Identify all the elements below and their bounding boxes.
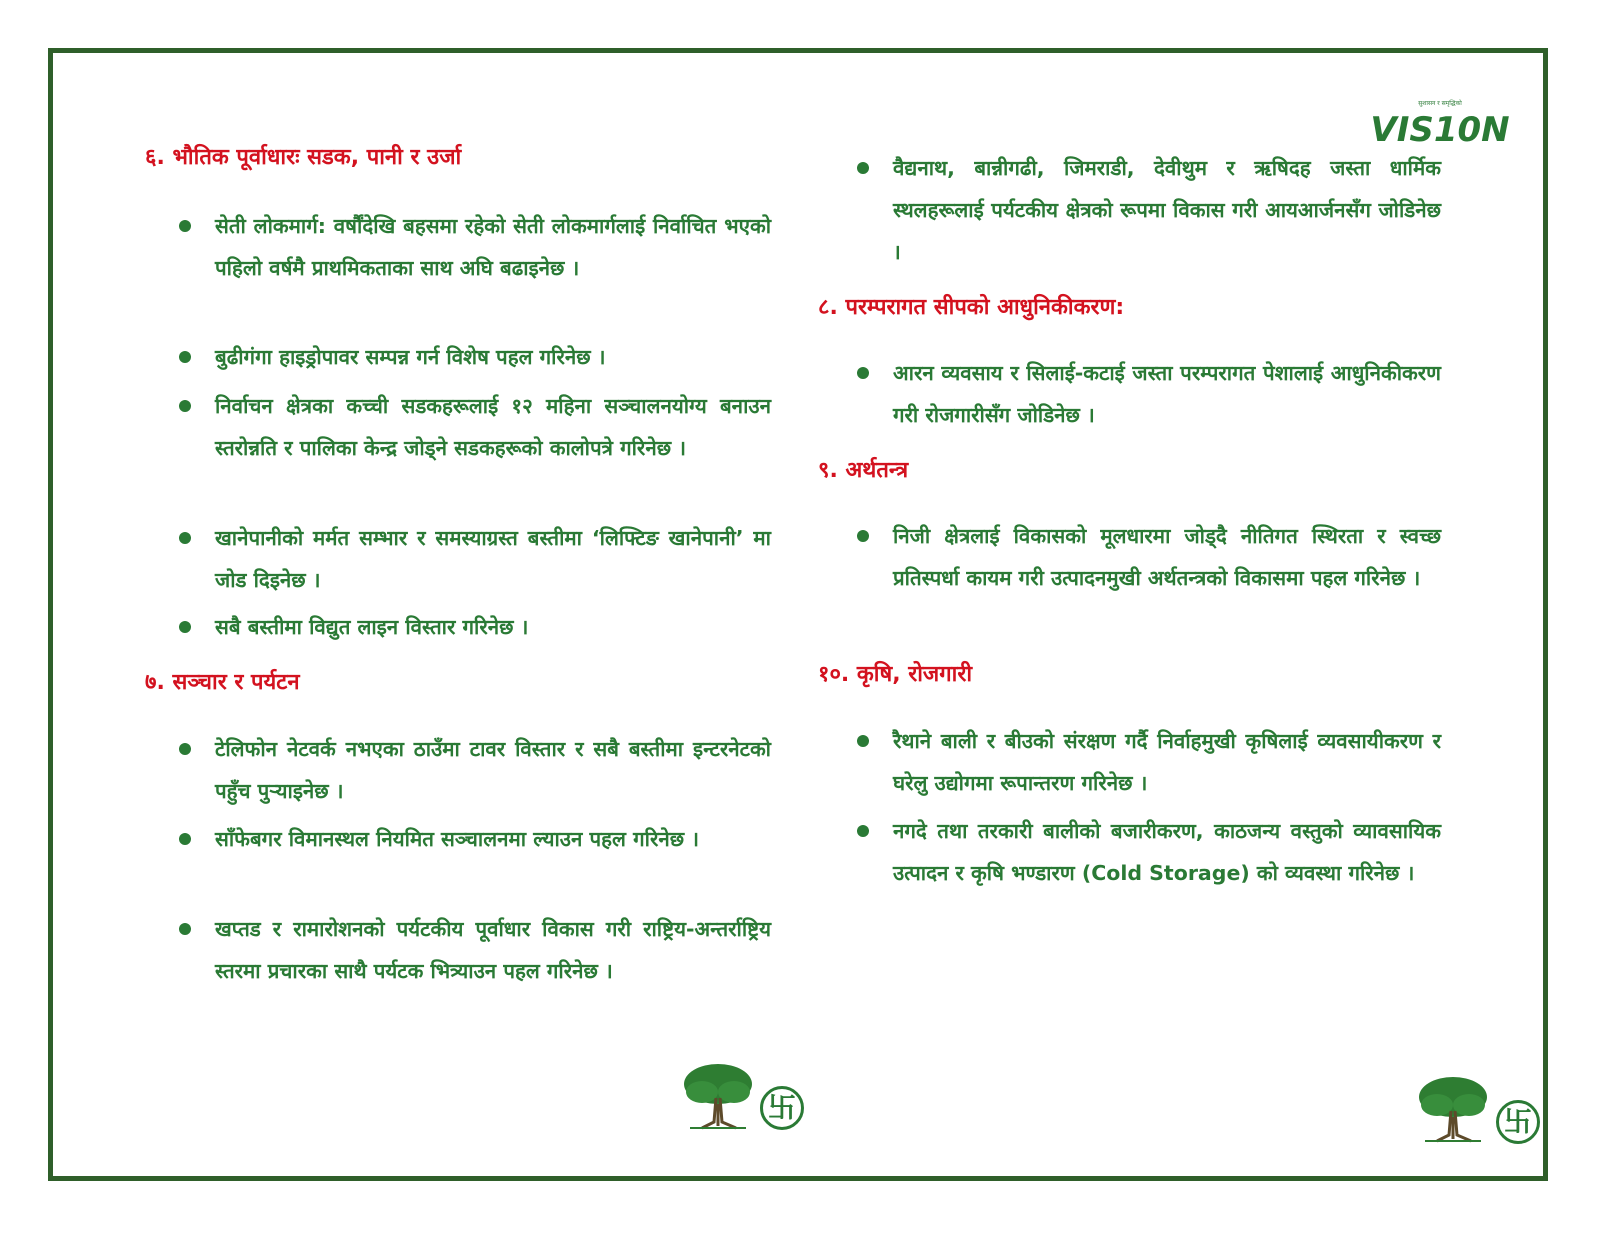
list-item-text: आरन व्यवसाय र सिलाई-कटाई जस्ता परम्परागत पेशालाई आधुनिकीकरण गरी रोजगारीसँग जोडिनेछ । <box>893 361 1441 427</box>
bullet-dot <box>857 162 869 174</box>
list-item <box>215 205 771 289</box>
heading-section-9: ९. अर्थतन्त्र <box>818 458 909 483</box>
swastika-icon: 卐 <box>1496 1100 1540 1144</box>
logo-text: VIS10N <box>1370 110 1510 150</box>
list-item <box>215 818 771 860</box>
list-item-text: निर्वाचन क्षेत्रका कच्ची सडकहरूलाई १२ महिना सञ्चालनयोग्य बनाउन स्तरोन्नति र पालिका केन्द्र जोड्ने सडकहरूको कालोपत्रे गरिनेछ । <box>215 394 771 460</box>
list-item-text: साँफेबगर विमानस्थल नियमित सञ्चालनमा ल्याउन पहल गरिनेछ । <box>215 827 699 851</box>
bullet-dot <box>179 220 191 232</box>
list-item <box>893 147 1441 273</box>
list-item <box>215 336 771 378</box>
bullet-dot <box>179 743 191 755</box>
list-item-text: वैद्यनाथ, बान्नीगढी, जिमराडी, देवीथुम र ऋषिदह जस्ता धार्मिक स्थलहरूलाई पर्यटकीय क्षेत्रको रूपमा विकास गरी आयआर्जनसँग जोडिनेछ । <box>893 156 1441 264</box>
list-item-text: सेती लोकमार्ग: वर्षौंदेखि बहसमा रहेको सेती लोकमार्गलाई निर्वाचित भएको पहिलो वर्षमै प्राथमिकताका साथ अघि बढाइनेछ । <box>215 214 771 280</box>
bullet-dot <box>179 923 191 935</box>
list-item <box>893 515 1441 599</box>
list-item-text: बुढीगंगा हाइड्रोपावर सम्पन्न गर्न विशेष पहल गरिनेछ । <box>215 345 606 369</box>
bullet-dot <box>857 367 869 379</box>
list-item-text: रैथाने बाली र बीउको संरक्षण गर्दै निर्वाहमुखी कृषिलाई व्यवसायीकरण र घरेलु उद्योगमा रूपान्तरण गरिनेछ । <box>893 729 1441 795</box>
logo-tagline: सुशासन र समृद्धिको <box>1418 100 1462 107</box>
list-item-text: निजी क्षेत्रलाई विकासको मूलधारमा जोड्दै नीतिगत स्थिरता र स्वच्छ प्रतिस्पर्धा कायम गरी उत्पादनमुखी अर्थतन्त्रको विकासमा पहल गरिनेछ । <box>893 524 1441 590</box>
list-item <box>893 810 1441 894</box>
heading-section-8: ८. परम्परागत सीपको आधुनिकीकरण: <box>818 295 1125 320</box>
list-item-text: नगदे तथा तरकारी बालीको बजारीकरण, काठजन्य वस्तुको व्यावसायिक उत्पादन र कृषि भण्डारण (Cold Storage) को व्यवस्था गरिनेछ । <box>893 819 1441 885</box>
list-item <box>215 606 771 648</box>
swastika-icon: 卐 <box>760 1086 804 1130</box>
list-item-text: खप्तड र रामारोशनको पर्यटकीय पूर्वाधार विकास गरी राष्ट्रिय-अन्तर्राष्ट्रिय स्तरमा प्रचारका साथै पर्यटक भित्र्याउन पहल गरिनेछ । <box>215 917 771 983</box>
bullet-dot <box>857 735 869 747</box>
list-item <box>893 720 1441 804</box>
list-item-text: सबै बस्तीमा विद्युत लाइन विस्तार गरिनेछ । <box>215 615 529 639</box>
tree-icon <box>680 1060 756 1132</box>
list-item <box>215 517 771 601</box>
vision-logo <box>1370 95 1510 155</box>
bullet-dot <box>179 833 191 845</box>
list-item <box>215 728 771 812</box>
bullet-dot <box>179 621 191 633</box>
list-item-text: खानेपानीको मर्मत सम्भार र समस्याग्रस्त बस्तीमा ‘लिफ्टिङ खानेपानी’ मा जोड दिइनेछ । <box>215 526 771 592</box>
heading-section-6: ६. भौतिक पूर्वाधारः सडक, पानी र उर्जा <box>145 145 462 170</box>
heading-section-7: ७. सञ्चार र पर्यटन <box>145 670 300 695</box>
tree-icon <box>1415 1073 1491 1145</box>
list-item <box>215 385 771 469</box>
bullet-dot <box>857 530 869 542</box>
heading-section-10: १०. कृषि, रोजगारी <box>818 662 973 687</box>
bullet-dot <box>179 532 191 544</box>
bullet-dot <box>179 351 191 363</box>
bullet-dot <box>857 825 869 837</box>
list-item <box>215 908 771 992</box>
list-item <box>893 352 1441 436</box>
list-item-text: टेलिफोन नेटवर्क नभएका ठाउँमा टावर विस्तार र सबै बस्तीमा इन्टरनेटको पहुँच पुर्‍याइनेछ । <box>215 737 771 803</box>
bullet-dot <box>179 400 191 412</box>
